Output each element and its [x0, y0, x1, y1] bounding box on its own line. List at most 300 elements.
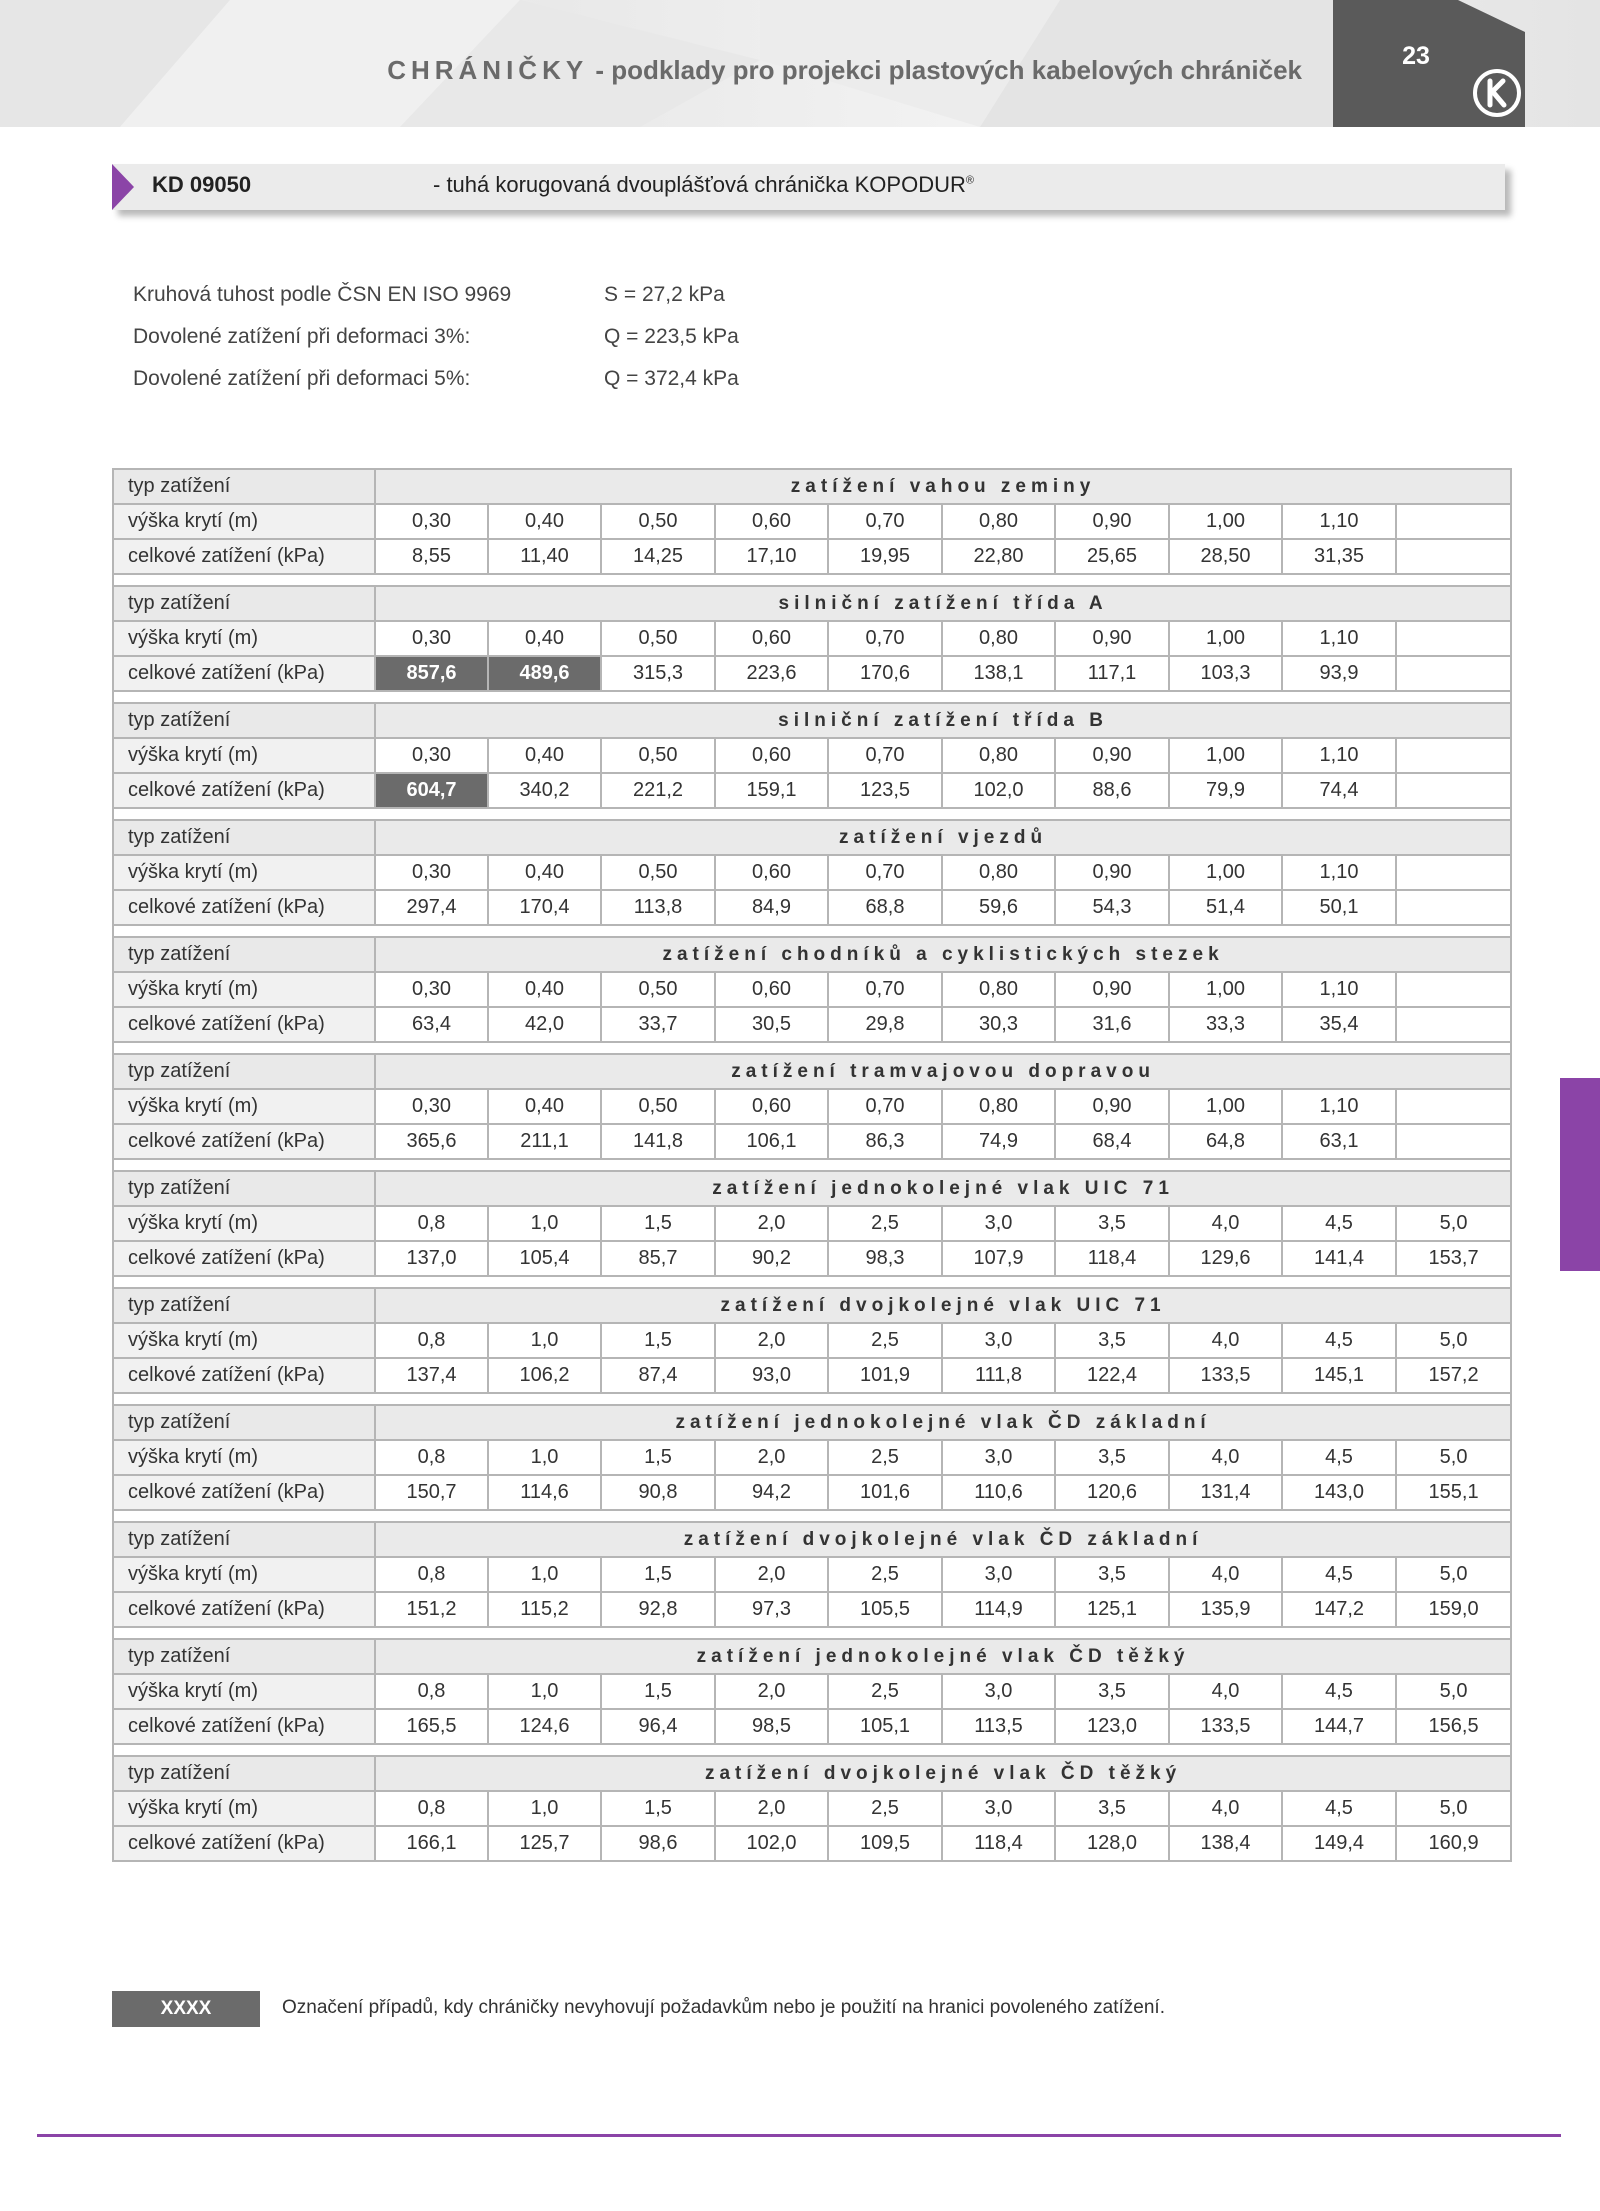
total-load-row — [113, 890, 1511, 925]
height-cell: 0,80 — [942, 972, 1055, 1007]
separator-cell — [715, 574, 828, 586]
load-cell: 170,6 — [828, 656, 942, 691]
separator-cell — [488, 1393, 601, 1405]
height-cell: 4,0 — [1169, 1674, 1282, 1709]
separator-cell — [1282, 1393, 1396, 1405]
separator-cell — [488, 1276, 601, 1288]
separator-cell — [1169, 1393, 1282, 1405]
separator-cell — [942, 925, 1055, 937]
load-cell: 84,9 — [715, 890, 828, 925]
load-cell: 149,4 — [1282, 1826, 1396, 1861]
separator-cell — [1282, 1276, 1396, 1288]
height-cell — [1396, 738, 1511, 773]
height-cell: 3,0 — [942, 1557, 1055, 1592]
height-cell: 3,5 — [1055, 1206, 1169, 1241]
separator-cell — [375, 925, 488, 937]
height-cell: 2,0 — [715, 1557, 828, 1592]
height-cell: 3,5 — [1055, 1791, 1169, 1826]
height-cell: 0,60 — [715, 621, 828, 656]
row-label-load: celkové zatížení (kPa) — [113, 1592, 375, 1627]
height-cell: 0,30 — [375, 1089, 488, 1124]
load-cell: 63,4 — [375, 1007, 488, 1042]
height-cell: 0,50 — [601, 738, 715, 773]
separator-cell — [942, 691, 1055, 703]
height-cell: 1,0 — [488, 1206, 601, 1241]
height-cell: 3,0 — [942, 1323, 1055, 1358]
spec-value: Q = 372,4 kPa — [604, 367, 739, 390]
row-label-height: výška krytí (m) — [113, 1089, 375, 1124]
height-cell: 3,5 — [1055, 1440, 1169, 1475]
table-separator — [113, 574, 1511, 586]
row-label-height: výška krytí (m) — [113, 1323, 375, 1358]
load-cell: 101,6 — [828, 1475, 942, 1510]
load-cell: 129,6 — [1169, 1241, 1282, 1276]
separator-cell — [1169, 691, 1282, 703]
height-cell: 2,0 — [715, 1206, 828, 1241]
load-cell: 124,6 — [488, 1709, 601, 1744]
table-separator — [113, 925, 1511, 937]
separator-cell — [1169, 808, 1282, 820]
load-cell: 31,6 — [1055, 1007, 1169, 1042]
load-cell: 42,0 — [488, 1007, 601, 1042]
row-label-height: výška krytí (m) — [113, 855, 375, 890]
load-cell: 111,8 — [942, 1358, 1055, 1393]
height-cell: 0,80 — [942, 504, 1055, 539]
kopos-k-logo-icon — [1472, 68, 1522, 118]
table-separator — [113, 1744, 1511, 1756]
height-cell: 4,5 — [1282, 1557, 1396, 1592]
separator-cell — [715, 1276, 828, 1288]
height-cell — [1396, 504, 1511, 539]
height-cell: 0,50 — [601, 1089, 715, 1124]
cover-height-row — [113, 1791, 1511, 1826]
separator-cell — [1396, 691, 1511, 703]
page-header-title — [0, 55, 1302, 86]
height-cell: 3,0 — [942, 1674, 1055, 1709]
separator-cell — [1169, 1510, 1282, 1522]
total-load-row — [113, 1124, 1511, 1159]
height-cell: 0,50 — [601, 621, 715, 656]
height-cell: 3,5 — [1055, 1674, 1169, 1709]
load-type-title: zatížení chodníků a cyklistických stezek — [375, 937, 1511, 972]
load-cell: 105,1 — [828, 1709, 942, 1744]
height-cell: 0,90 — [1055, 621, 1169, 656]
separator-cell — [828, 1159, 942, 1171]
height-cell: 0,50 — [601, 504, 715, 539]
separator-cell — [1282, 574, 1396, 586]
cover-height-row — [113, 1440, 1511, 1475]
load-type-row — [113, 1756, 1511, 1791]
table-separator — [113, 1627, 1511, 1639]
height-cell: 5,0 — [1396, 1323, 1511, 1358]
separator-cell — [715, 1510, 828, 1522]
load-cell: 68,8 — [828, 890, 942, 925]
separator-cell — [1396, 1159, 1511, 1171]
cover-height-row — [113, 855, 1511, 890]
separator-cell — [1396, 1510, 1511, 1522]
separator-cell — [715, 1159, 828, 1171]
load-type-title: zatížení jednokolejné vlak UIC 71 — [375, 1171, 1511, 1206]
separator-cell — [601, 1627, 715, 1639]
row-label-height: výška krytí (m) — [113, 1206, 375, 1241]
height-cell: 0,8 — [375, 1440, 488, 1475]
height-cell: 0,8 — [375, 1791, 488, 1826]
load-type-row — [113, 1522, 1511, 1557]
load-cell: 221,2 — [601, 773, 715, 808]
footer-line — [37, 2134, 1561, 2137]
load-cell: 98,5 — [715, 1709, 828, 1744]
load-cell: 28,50 — [1169, 539, 1282, 574]
spec-label: Kruhová tuhost podle ČSN EN ISO 9969 — [133, 283, 512, 306]
load-cell: 143,0 — [1282, 1475, 1396, 1510]
separator-cell — [1396, 1393, 1511, 1405]
load-cell: 107,9 — [942, 1241, 1055, 1276]
cover-height-row — [113, 1323, 1511, 1358]
height-cell: 5,0 — [1396, 1791, 1511, 1826]
load-cell: 137,4 — [375, 1358, 488, 1393]
row-label-height: výška krytí (m) — [113, 1557, 375, 1592]
separator-cell — [1396, 574, 1511, 586]
separator-cell — [1282, 1510, 1396, 1522]
load-cell: 211,1 — [488, 1124, 601, 1159]
separator-cell — [715, 925, 828, 937]
row-label-height: výška krytí (m) — [113, 1791, 375, 1826]
load-cell: 120,6 — [1055, 1475, 1169, 1510]
separator-cell — [942, 574, 1055, 586]
separator-cell — [1396, 1276, 1511, 1288]
row-label-type: typ zatížení — [113, 1522, 375, 1557]
separator-cell — [113, 1276, 375, 1288]
load-cell: 166,1 — [375, 1826, 488, 1861]
height-cell: 0,50 — [601, 972, 715, 1007]
height-cell: 1,5 — [601, 1557, 715, 1592]
height-cell: 2,5 — [828, 1791, 942, 1826]
load-cell: 29,8 — [828, 1007, 942, 1042]
separator-cell — [1055, 925, 1169, 937]
load-cell: 147,2 — [1282, 1592, 1396, 1627]
height-cell: 1,10 — [1282, 972, 1396, 1007]
separator-cell — [375, 808, 488, 820]
separator-cell — [113, 574, 375, 586]
height-cell: 1,10 — [1282, 1089, 1396, 1124]
separator-cell — [488, 1744, 601, 1756]
height-cell: 0,40 — [488, 972, 601, 1007]
separator-cell — [601, 1042, 715, 1054]
height-cell: 0,60 — [715, 504, 828, 539]
height-cell: 0,8 — [375, 1323, 488, 1358]
separator-cell — [1055, 1744, 1169, 1756]
load-cell: 159,0 — [1396, 1592, 1511, 1627]
separator-cell — [113, 1042, 375, 1054]
height-cell: 0,70 — [828, 855, 942, 890]
height-cell: 1,5 — [601, 1791, 715, 1826]
row-label-type: typ zatížení — [113, 586, 375, 621]
load-cell: 223,6 — [715, 656, 828, 691]
load-cell: 33,7 — [601, 1007, 715, 1042]
load-cell: 135,9 — [1169, 1592, 1282, 1627]
separator-cell — [1055, 1159, 1169, 1171]
height-cell: 0,80 — [942, 855, 1055, 890]
load-cell: 64,8 — [1169, 1124, 1282, 1159]
separator-cell — [942, 1393, 1055, 1405]
row-label-type: typ zatížení — [113, 469, 375, 504]
load-cell: 54,3 — [1055, 890, 1169, 925]
separator-cell — [113, 691, 375, 703]
height-cell: 3,0 — [942, 1440, 1055, 1475]
height-cell: 0,30 — [375, 855, 488, 890]
load-cell-exceeded: 857,6 — [375, 656, 488, 691]
row-label-height: výška krytí (m) — [113, 1440, 375, 1475]
height-cell: 0,8 — [375, 1557, 488, 1592]
load-cell: 315,3 — [601, 656, 715, 691]
separator-cell — [1396, 1744, 1511, 1756]
row-label-load: celkové zatížení (kPa) — [113, 1241, 375, 1276]
load-cell: 155,1 — [1396, 1475, 1511, 1510]
load-cell: 157,2 — [1396, 1358, 1511, 1393]
separator-cell — [1282, 925, 1396, 937]
separator-cell — [942, 1744, 1055, 1756]
load-type-title: zatížení vahou zeminy — [375, 469, 1511, 504]
height-cell: 2,5 — [828, 1557, 942, 1592]
load-cell — [1396, 773, 1511, 808]
product-description-text: - tuhá korugovaná dvouplášťová chránička KOPODUR — [433, 172, 966, 197]
separator-cell — [601, 1510, 715, 1522]
total-load-row — [113, 1358, 1511, 1393]
separator-cell — [1169, 1627, 1282, 1639]
height-cell: 0,60 — [715, 972, 828, 1007]
separator-cell — [375, 574, 488, 586]
legend-text: Označení případů, kdy chráničky nevyhovují požadavkům nebo je použití na hranici povoleného zatížení. — [282, 1997, 1165, 2018]
row-label-load: celkové zatížení (kPa) — [113, 1007, 375, 1042]
height-cell: 0,50 — [601, 855, 715, 890]
total-load-row — [113, 1007, 1511, 1042]
separator-cell — [828, 925, 942, 937]
load-type-row — [113, 820, 1511, 855]
separator-cell — [601, 808, 715, 820]
row-label-load: celkové zatížení (kPa) — [113, 1826, 375, 1861]
load-cell: 105,5 — [828, 1592, 942, 1627]
separator-cell — [488, 925, 601, 937]
separator-cell — [1282, 808, 1396, 820]
height-cell: 3,5 — [1055, 1323, 1169, 1358]
height-cell: 3,0 — [942, 1791, 1055, 1826]
height-cell: 4,5 — [1282, 1440, 1396, 1475]
separator-cell — [828, 1627, 942, 1639]
separator-cell — [488, 808, 601, 820]
separator-cell — [113, 1510, 375, 1522]
separator-cell — [828, 808, 942, 820]
separator-cell — [1169, 574, 1282, 586]
separator-cell — [1055, 1393, 1169, 1405]
load-cell — [1396, 656, 1511, 691]
separator-cell — [601, 691, 715, 703]
height-cell: 1,10 — [1282, 855, 1396, 890]
legend-marker: XXXX — [112, 1991, 260, 2027]
load-cell: 90,8 — [601, 1475, 715, 1510]
load-tables — [112, 468, 1510, 1862]
load-type-title: zatížení jednokolejné vlak ČD základní — [375, 1405, 1511, 1440]
separator-cell — [113, 1393, 375, 1405]
height-cell: 3,5 — [1055, 1557, 1169, 1592]
height-cell: 5,0 — [1396, 1674, 1511, 1709]
height-cell: 4,5 — [1282, 1674, 1396, 1709]
height-cell: 0,8 — [375, 1206, 488, 1241]
separator-cell — [1282, 1159, 1396, 1171]
row-label-load: celkové zatížení (kPa) — [113, 890, 375, 925]
height-cell: 0,40 — [488, 855, 601, 890]
load-type-row — [113, 1639, 1511, 1674]
load-cell: 125,1 — [1055, 1592, 1169, 1627]
load-type-row — [113, 586, 1511, 621]
height-cell: 1,5 — [601, 1206, 715, 1241]
height-cell — [1396, 855, 1511, 890]
load-type-title: zatížení dvojkolejné vlak ČD těžký — [375, 1756, 1511, 1791]
spec-value: Q = 223,5 kPa — [604, 325, 739, 348]
height-cell: 5,0 — [1396, 1206, 1511, 1241]
separator-cell — [113, 808, 375, 820]
separator-cell — [488, 1510, 601, 1522]
load-cell: 68,4 — [1055, 1124, 1169, 1159]
separator-cell — [828, 1510, 942, 1522]
row-label-height: výška krytí (m) — [113, 738, 375, 773]
height-cell: 0,40 — [488, 738, 601, 773]
load-cell: 102,0 — [942, 773, 1055, 808]
load-type-title: silniční zatížení třída B — [375, 703, 1511, 738]
load-cell: 19,95 — [828, 539, 942, 574]
load-type-row — [113, 1405, 1511, 1440]
row-label-type: typ zatížení — [113, 1639, 375, 1674]
separator-cell — [942, 1159, 1055, 1171]
load-cell: 33,3 — [1169, 1007, 1282, 1042]
separator-cell — [942, 1510, 1055, 1522]
separator-cell — [1169, 1042, 1282, 1054]
separator-cell — [113, 1744, 375, 1756]
height-cell: 0,70 — [828, 738, 942, 773]
row-label-load: celkové zatížení (kPa) — [113, 1358, 375, 1393]
table-separator — [113, 1393, 1511, 1405]
height-cell — [1396, 621, 1511, 656]
load-cell: 85,7 — [601, 1241, 715, 1276]
load-cell: 8,55 — [375, 539, 488, 574]
height-cell: 1,0 — [488, 1323, 601, 1358]
load-type-title: zatížení dvojkolejné vlak UIC 71 — [375, 1288, 1511, 1323]
load-cell: 170,4 — [488, 890, 601, 925]
total-load-row — [113, 1475, 1511, 1510]
load-cell: 88,6 — [1055, 773, 1169, 808]
load-cell: 153,7 — [1396, 1241, 1511, 1276]
table-separator — [113, 1276, 1511, 1288]
load-cell: 133,5 — [1169, 1358, 1282, 1393]
height-cell: 5,0 — [1396, 1557, 1511, 1592]
height-cell: 1,5 — [601, 1674, 715, 1709]
header-brand: CHRÁNIČKY — [387, 55, 589, 85]
separator-cell — [375, 1510, 488, 1522]
load-cell: 50,1 — [1282, 890, 1396, 925]
table-separator — [113, 808, 1511, 820]
product-description — [433, 172, 974, 198]
load-cell: 93,9 — [1282, 656, 1396, 691]
separator-cell — [601, 1744, 715, 1756]
row-label-type: typ zatížení — [113, 937, 375, 972]
total-load-row — [113, 1826, 1511, 1861]
load-cell: 25,65 — [1055, 539, 1169, 574]
load-cell: 114,6 — [488, 1475, 601, 1510]
load-type-title: zatížení vjezdů — [375, 820, 1511, 855]
load-cell: 118,4 — [942, 1826, 1055, 1861]
total-load-row — [113, 656, 1511, 691]
height-cell: 4,0 — [1169, 1791, 1282, 1826]
height-cell: 0,90 — [1055, 1089, 1169, 1124]
cover-height-row — [113, 1206, 1511, 1241]
row-label-height: výška krytí (m) — [113, 504, 375, 539]
separator-cell — [1055, 691, 1169, 703]
load-cell: 145,1 — [1282, 1358, 1396, 1393]
row-label-type: typ zatížení — [113, 1756, 375, 1791]
load-cell: 109,5 — [828, 1826, 942, 1861]
row-label-type: typ zatížení — [113, 1171, 375, 1206]
row-label-type: typ zatížení — [113, 1288, 375, 1323]
separator-cell — [1282, 1042, 1396, 1054]
separator-cell — [1396, 808, 1511, 820]
height-cell: 0,8 — [375, 1674, 488, 1709]
separator-cell — [715, 1744, 828, 1756]
separator-cell — [1169, 925, 1282, 937]
height-cell: 1,10 — [1282, 621, 1396, 656]
separator-cell — [1396, 925, 1511, 937]
load-cell: 159,1 — [715, 773, 828, 808]
height-cell: 0,90 — [1055, 738, 1169, 773]
load-cell: 35,4 — [1282, 1007, 1396, 1042]
load-cell: 22,80 — [942, 539, 1055, 574]
height-cell: 0,70 — [828, 972, 942, 1007]
row-label-load: celkové zatížení (kPa) — [113, 1709, 375, 1744]
load-cell: 14,25 — [601, 539, 715, 574]
row-label-load: celkové zatížení (kPa) — [113, 773, 375, 808]
height-cell: 2,5 — [828, 1440, 942, 1475]
height-cell: 1,00 — [1169, 738, 1282, 773]
height-cell: 2,5 — [828, 1206, 942, 1241]
row-label-load: celkové zatížení (kPa) — [113, 1475, 375, 1510]
load-cell: 79,9 — [1169, 773, 1282, 808]
row-label-type: typ zatížení — [113, 703, 375, 738]
load-cell: 94,2 — [715, 1475, 828, 1510]
separator-cell — [942, 1042, 1055, 1054]
height-cell — [1396, 972, 1511, 1007]
load-cell: 115,2 — [488, 1592, 601, 1627]
row-label-type: typ zatížení — [113, 820, 375, 855]
cover-height-row — [113, 1674, 1511, 1709]
load-cell — [1396, 1007, 1511, 1042]
load-table — [112, 468, 1512, 1862]
load-cell: 123,5 — [828, 773, 942, 808]
load-cell: 137,0 — [375, 1241, 488, 1276]
height-cell: 0,60 — [715, 855, 828, 890]
separator-cell — [1169, 1159, 1282, 1171]
height-cell: 0,90 — [1055, 972, 1169, 1007]
load-type-row — [113, 1288, 1511, 1323]
height-cell: 0,40 — [488, 1089, 601, 1124]
separator-cell — [1055, 808, 1169, 820]
load-cell: 90,2 — [715, 1241, 828, 1276]
row-label-load: celkové zatížení (kPa) — [113, 656, 375, 691]
row-label-height: výška krytí (m) — [113, 1674, 375, 1709]
separator-cell — [715, 808, 828, 820]
height-cell: 0,30 — [375, 972, 488, 1007]
load-cell: 87,4 — [601, 1358, 715, 1393]
separator-cell — [375, 1042, 488, 1054]
height-cell: 0,80 — [942, 621, 1055, 656]
height-cell: 0,90 — [1055, 855, 1169, 890]
